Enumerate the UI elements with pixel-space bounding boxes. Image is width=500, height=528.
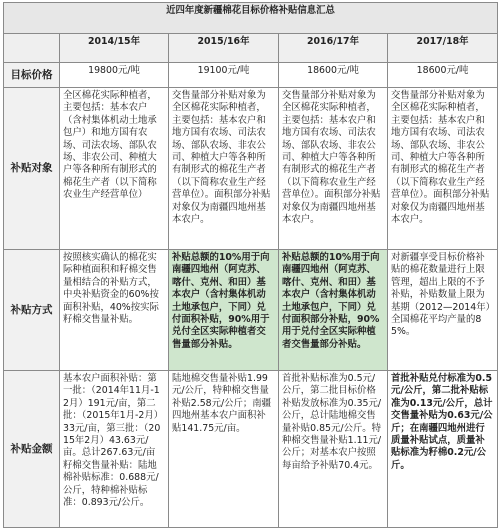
price-cell: 18600元/吨 <box>388 63 498 88</box>
cell-text: 陆地棉交售量补贴1.99元/公斤，特种棉交售量补贴2.58元/公斤；南疆四地州基本农户面积补贴141.75元/亩。 <box>172 373 272 434</box>
col-header: 2016/17年 <box>279 34 388 63</box>
method-cell <box>388 250 498 371</box>
col-header: 2014/15年 <box>60 34 169 63</box>
amount-cell <box>60 371 169 528</box>
amount-cell <box>388 371 498 528</box>
object-cell <box>279 88 388 250</box>
price-cell: 19100元/吨 <box>169 63 279 88</box>
subsidy-table <box>3 2 498 528</box>
header-row <box>4 34 498 63</box>
method-cell-highlighted <box>279 250 388 371</box>
row-label: 补贴方式 <box>4 250 60 371</box>
amount-cell <box>279 371 388 528</box>
corner-cell <box>4 34 60 63</box>
object-row <box>4 88 498 250</box>
cell-text: 交售量部分补贴对象为全区棉花实际种植者，主要包括：基本农户和地方国有农场、司法农场、部队农场、非农公司、种植大户等各种所有制形式的棉花生产者（以下简称农业生产经营单位）。面积部分补贴对象仅为南疆四地州基本农户。 <box>172 90 271 226</box>
row-label: 目标价格 <box>4 63 60 88</box>
cell-text: 交售量部分补贴对象为全区棉花实际种植者，主要包括：基本农户和地方国有农场、司法农场、部队农场、非农公司、种植大户等各种所有制形式的棉花生产者（以下简称农业生产经营单位）。面积部分补贴对象仅为南疆四地州基本农户。 <box>282 90 381 226</box>
cell-text: 交售量部分补贴对象为全区棉花实际种植者，主要包括：基本农户和地方国有农场、司法农场、部队农场、非农公司、种植大户等各种所有制形式的棉花生产者（以下简称农业生产经营单位）。面积部分补贴对象仅为南疆四地州基本农户。 <box>391 90 490 226</box>
method-cell-highlighted <box>169 250 279 371</box>
cell-text: 首批补贴兑付标准为0.5元/公斤，第二批补贴标准为0.13元/公斤，总计交售量补贴为0.63元/公斤；在南疆四地州进行质量补贴试点，质量补贴标准为籽棉0.2元/公斤。 <box>391 373 493 471</box>
method-row <box>4 250 498 371</box>
amount-cell <box>169 371 279 528</box>
cell-text: 补贴总额的10%用于向南疆四地州（阿克苏、喀什、克州、和田）基本农户（含村集体机动土地承包户，下同）兑付面积部分补贴，90%用于兑付全区实际种植者交售量部分补贴。 <box>282 252 380 350</box>
amount-row <box>4 371 498 528</box>
col-header: 2017/18年 <box>388 34 498 63</box>
title-row <box>4 3 498 34</box>
cell-text: 籽棉交售量补贴：陆地棉补贴标准：0.688元/公斤，特种棉补贴标准：0.893元/公斤。 <box>63 459 159 509</box>
col-header: 2015/16年 <box>169 34 279 63</box>
price-cell: 18600元/吨 <box>279 63 388 88</box>
object-cell <box>60 88 169 250</box>
row-label: 补贴对象 <box>4 88 60 250</box>
method-cell <box>60 250 169 371</box>
table-title: 近四年度新疆棉花目标价格补贴信息汇总 <box>4 3 498 34</box>
cell-text: 按照核实确认的棉花实际种植面积和籽棉交售量相结合的补贴方式，中央补贴资金的60%按面积补贴，40%按实际籽棉交售量补贴。 <box>63 252 159 326</box>
cell-text: 基本农户面积补贴：第一批：（2014年11月-12月）191元/亩，第二批：（2015年1月-2月）33元/亩，第三批：（2015年2月）43.63元/亩。总计267.63元/亩 <box>63 373 164 459</box>
object-cell <box>169 88 279 250</box>
price-cell: 19800元/吨 <box>60 63 169 88</box>
cell-text: 补贴总额的10%用于向南疆四地州（阿克苏、喀什、克州、和田）基本农户（含村集体机动土地承包户，下同）兑付面积补贴，90%用于兑付全区实际种植者交售量部分补贴。 <box>172 252 270 350</box>
cell-text: 全区棉花实际种植者，主要包括：基本农户（含村集体机动土地承包户）和地方国有农场、司法农场、部队农场、非农公司、种植大户等各种所有制形式的棉花生产者（以下简称农业生产经营单位） <box>63 90 157 201</box>
price-row <box>4 63 498 88</box>
object-cell <box>388 88 498 250</box>
cell-text: 对新疆享受目标价格补贴的棉花数量进行上限管理，超出上限的不予补贴，补贴数量上限为基期（2012—2014年）全国棉花平均产量的85%。 <box>391 252 491 338</box>
cell-text: 首批补贴标准为0.5元/公斤，第二批目标价格补贴发放标准为0.35元/公斤，总计陆地棉交售量补贴0.85元/公斤。特种棉交售量补贴1.11元/公斤；对基本农户按照每亩给予补贴70.4元。 <box>282 373 382 471</box>
row-label: 补贴金额 <box>4 371 60 528</box>
